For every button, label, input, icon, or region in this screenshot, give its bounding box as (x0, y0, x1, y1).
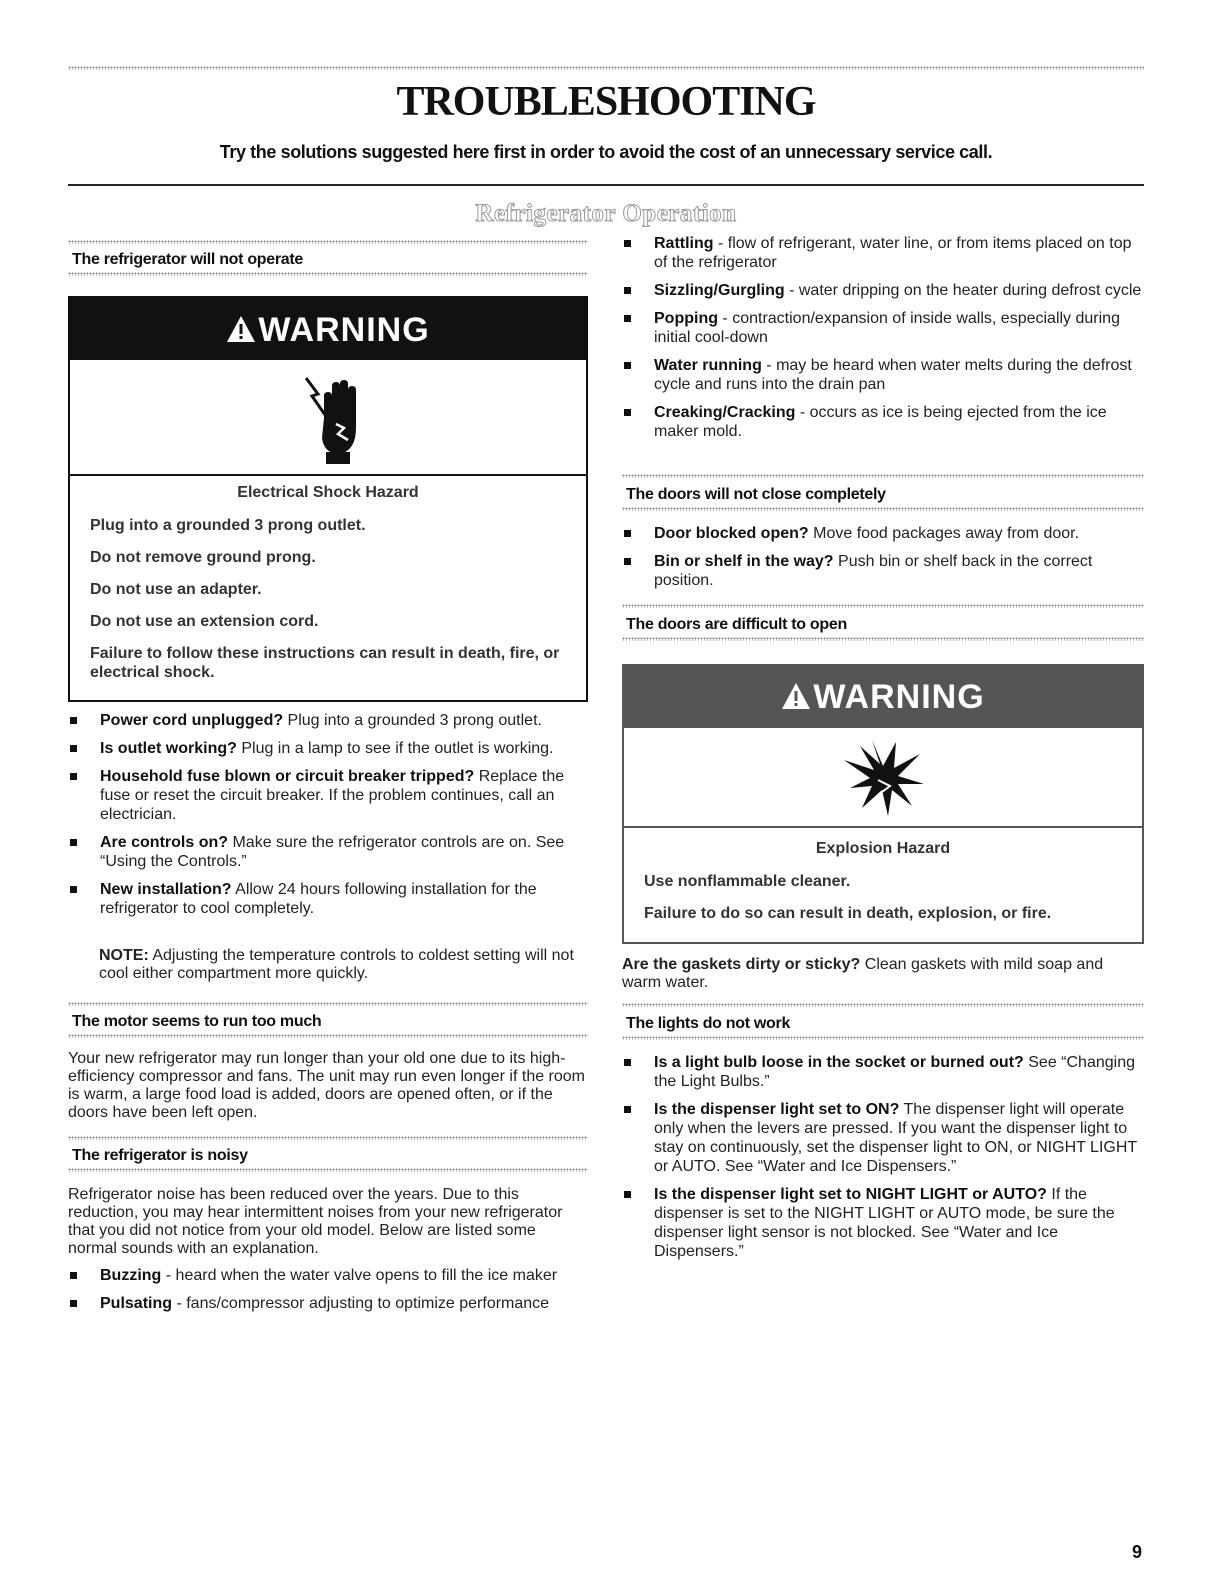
lights-list (622, 1053, 1144, 1270)
page-subtitle: Try the solutions suggested here first in order to avoid the cost of an unnecessary service call. (219, 142, 993, 162)
list-item: Creaking/Cracking - occurs as ice is being ejected from the ice maker mold. (622, 403, 1144, 441)
list-item: Is outlet working? Plug in a lamp to see if the outlet is working. (68, 739, 588, 758)
divider (622, 1036, 1144, 1040)
heading-motor-runs: The motor seems to run too much (72, 1013, 322, 1030)
hazard-title: Electrical Shock Hazard (237, 484, 419, 501)
list-item: Is the dispenser light set to ON? The dispenser light will operate only when the levers are pressed. If you want the dispenser light to stay on continuously, set the dispenser light to ON, or NIGHT LIGHT or AUTO. See “Water and Ice Dispensers.” (622, 1100, 1144, 1176)
top-dotted-rule (68, 66, 1144, 70)
divider (622, 1003, 1144, 1007)
warning-banner-label: WARNING (258, 311, 430, 349)
warning-banner-label: WARNING (813, 678, 985, 716)
hazard-title: Explosion Hazard (815, 840, 951, 857)
power-checklist (68, 711, 588, 927)
list-item: Popping - contraction/expansion of inside walls, especially during initial cool-down (622, 309, 1144, 347)
note-text: Adjusting the temperature controls to coldest setting will not cool either compartment more quickly. (99, 947, 574, 982)
gasket-text (622, 956, 1144, 992)
heading-doors-not-close: The doors will not close completely (626, 486, 886, 503)
header-rule (68, 184, 1144, 186)
doors-close-list (622, 524, 1144, 599)
list-item: Is the dispenser light set to NIGHT LIGHT or AUTO? If the dispenser is set to the NIGHT LIGHT or AUTO mode, be sure the dispenser light sensor is not blocked. See “Water and Ice Dispensers.” (622, 1185, 1144, 1261)
page-title: TROUBLESHOOTING (396, 79, 816, 125)
divider (622, 474, 1144, 478)
section-title: Refrigerator Operation (475, 200, 737, 227)
heading-lights: The lights do not work (626, 1015, 791, 1032)
list-item: Door blocked open? Move food packages away from door. (622, 524, 1144, 543)
warning-banner (70, 298, 586, 360)
warning-pictogram-area (624, 728, 1142, 828)
electrical-warning-box (68, 296, 588, 702)
noise-list (68, 1266, 568, 1322)
electric-shock-hand-icon (296, 366, 376, 466)
heading-doors-difficult: The doors are difficult to open (626, 616, 847, 633)
list-item: Rattling - flow of refrigerant, water line, or from items placed on top of the refrigerator (622, 234, 1144, 272)
explosion-warning-box (622, 664, 1144, 944)
note (99, 947, 588, 983)
list-item: New installation? Allow 24 hours following installation for the refrigerator to cool completely. (68, 880, 588, 918)
gasket-answer: Clean gaskets with mild soap and warm water. (622, 956, 1104, 991)
warning-line: Failure to follow these instructions can result in death, fire, or electrical shock. (90, 645, 560, 681)
warning-line: Failure to do so can result in death, explosion, or fire. (644, 905, 1052, 922)
warning-pictogram-area (70, 360, 586, 476)
divider (68, 1136, 588, 1140)
warning-line: Do not remove ground prong. (90, 549, 316, 566)
list-item: Bin or shelf in the way? Push bin or shelf back in the correct position. (622, 552, 1144, 590)
explosion-icon (838, 736, 928, 820)
list-item: Household fuse blown or circuit breaker tripped? Replace the fuse or reset the circuit breaker. If the problem continues, call an electrician. (68, 767, 588, 824)
warning-line: Plug into a grounded 3 prong outlet. (90, 517, 366, 534)
divider (68, 272, 588, 276)
sounds-list (622, 234, 1144, 450)
warning-line: Do not use an adapter. (90, 581, 262, 598)
warning-line: Use nonflammable cleaner. (644, 873, 851, 890)
warning-text (624, 828, 1142, 946)
divider (68, 240, 588, 244)
list-item: Is a light bulb loose in the socket or burned out? See “Changing the Light Bulbs.” (622, 1053, 1144, 1091)
heading-noisy: The refrigerator is noisy (72, 1147, 248, 1164)
warning-triangle-icon (781, 668, 811, 730)
gasket-question: Are the gaskets dirty or sticky? (622, 956, 861, 973)
list-item: Power cord unplugged? Plug into a grounded 3 prong outlet. (68, 711, 588, 730)
divider (68, 1168, 588, 1172)
list-item: Sizzling/Gurgling - water dripping on the heater during defrost cycle (622, 281, 1144, 300)
motor-text: Your new refrigerator may run longer than your old one due to its high-efficiency compressor and fans. The unit may run even longer if the room is warm, a large food load is added, doors are opened often, or if the doors have been left open. (68, 1050, 586, 1121)
warning-banner (624, 666, 1142, 728)
page-number: 9 (1132, 1542, 1143, 1562)
divider (622, 604, 1144, 608)
heading-will-not-operate: The refrigerator will not operate (72, 251, 304, 268)
list-item: Are controls on? Make sure the refrigerator controls are on. See “Using the Controls.” (68, 833, 588, 871)
list-item: Water running - may be heard when water melts during the defrost cycle and runs into the drain pan (622, 356, 1144, 394)
divider (622, 637, 1144, 641)
divider (68, 1002, 588, 1006)
divider (622, 507, 1144, 511)
list-item: Pulsating - fans/compressor adjusting to optimize performance (68, 1294, 568, 1313)
note-label: NOTE: (99, 947, 149, 964)
warning-triangle-icon (226, 300, 256, 364)
list-item: Buzzing - heard when the water valve opens to fill the ice maker (68, 1266, 568, 1285)
divider (68, 1034, 588, 1038)
warning-line: Do not use an extension cord. (90, 613, 319, 630)
warning-text (70, 476, 586, 705)
noisy-text: Refrigerator noise has been reduced over the years. Due to this reduction, you may hear intermittent noises from your new refrigerator that you did not notice from your old model. Below are listed some normal sounds with an explanation. (68, 1186, 563, 1257)
